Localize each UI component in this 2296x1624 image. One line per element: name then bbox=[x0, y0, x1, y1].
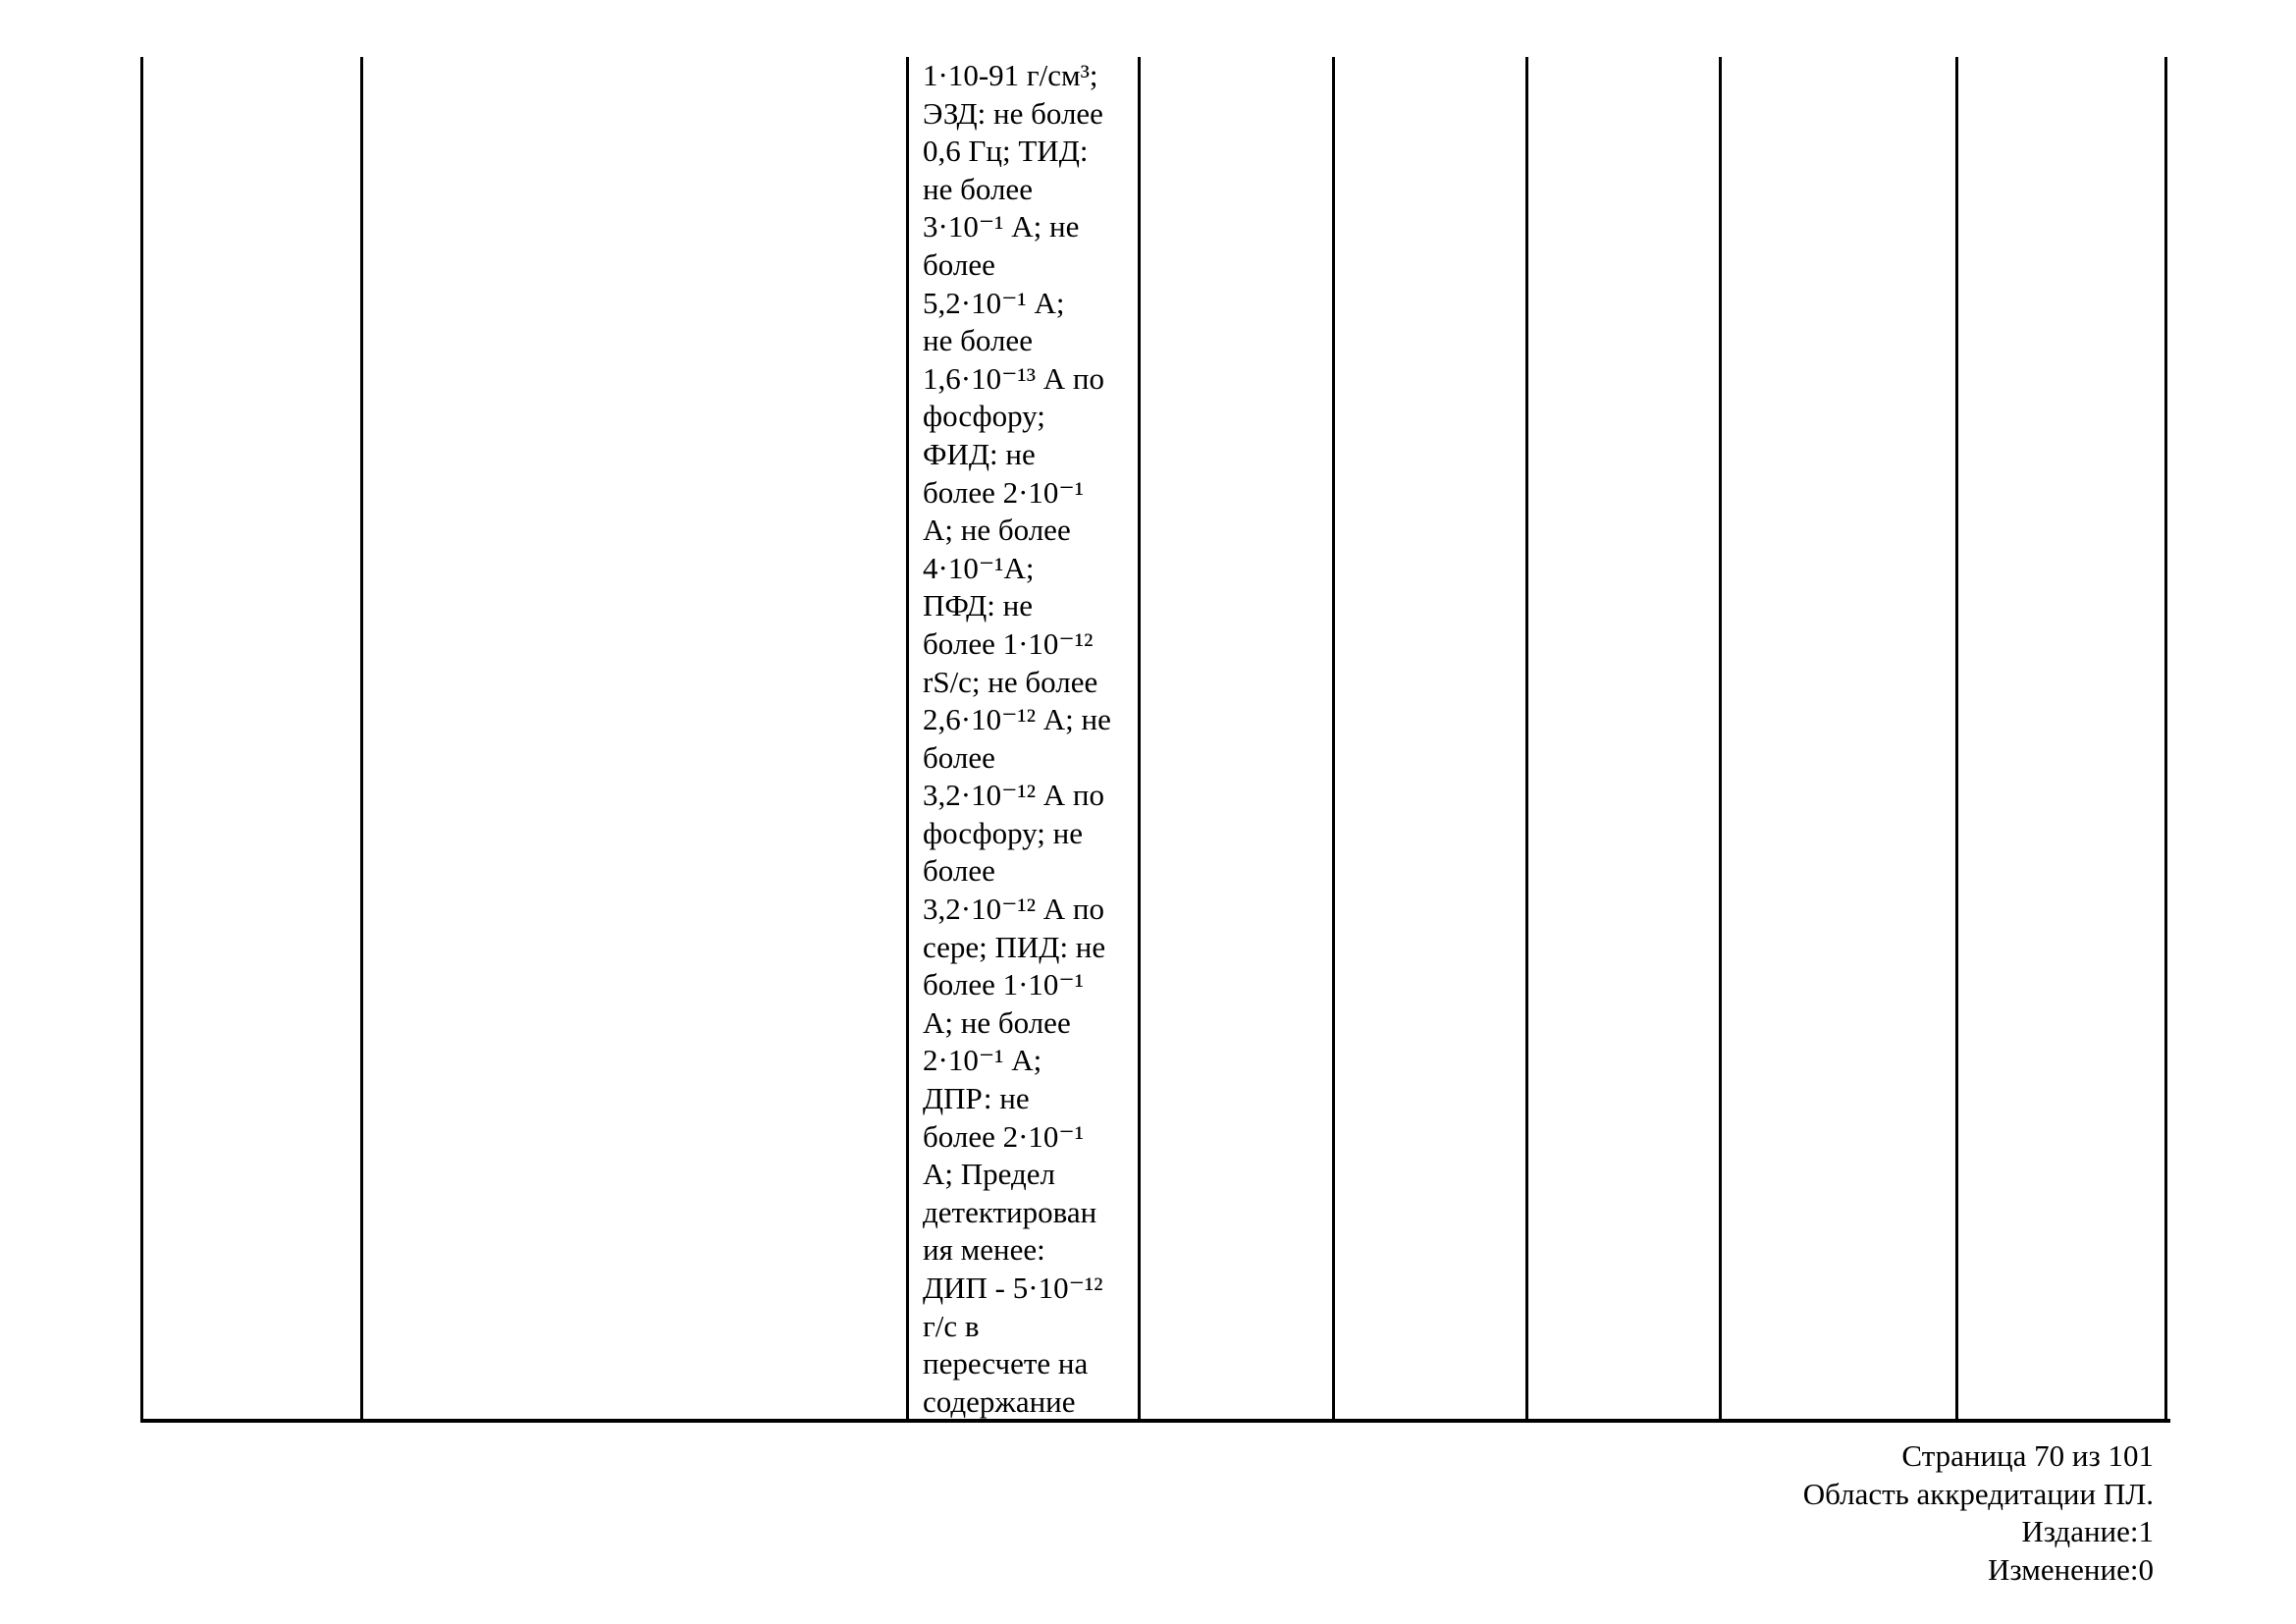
cell-text-line: ЭЗД: не более bbox=[923, 95, 1103, 131]
cell-text-line: А; Предел bbox=[923, 1157, 1055, 1192]
column-divider-7 bbox=[1955, 57, 1958, 1423]
cell-text-line: 0,6 Гц; ТИД: bbox=[923, 134, 1089, 169]
column-divider-6 bbox=[1719, 57, 1722, 1423]
accreditation-table bbox=[140, 57, 2167, 1423]
table-border-right bbox=[2164, 57, 2167, 1423]
page-number: Страница 70 из 101 bbox=[1901, 1438, 2154, 1473]
cell-text-line: ПФД: не bbox=[923, 588, 1034, 623]
cell-text-line: более bbox=[923, 853, 995, 889]
cell-text-line: фосфору; bbox=[923, 399, 1045, 434]
cell-text-line: пересчете на bbox=[923, 1346, 1089, 1381]
cell-text-line: более 1·10⁻¹ bbox=[923, 967, 1085, 1002]
accreditation-scope-label: Область аккредитации ПЛ. bbox=[1802, 1476, 2154, 1511]
cell-text-line: не более bbox=[923, 171, 1033, 206]
cell-text-line: сере; ПИД: не bbox=[923, 929, 1106, 964]
cell-text-line: детектирован bbox=[923, 1194, 1097, 1229]
cell-text-line: 1,6·10⁻¹³ А по bbox=[923, 360, 1105, 396]
table-cell-characteristics bbox=[923, 57, 1141, 1421]
cell-text-line: более 1·10⁻¹² bbox=[923, 625, 1094, 661]
cell-text-line: более 2·10⁻¹ bbox=[923, 1118, 1085, 1154]
cell-text-line: А; не более bbox=[923, 1004, 1071, 1040]
cell-text-line: 3·10⁻¹ А; не bbox=[923, 209, 1080, 244]
cell-text-line: 2,6·10⁻¹² А; не bbox=[923, 702, 1111, 737]
cell-text-line: ДИП - 5·10⁻¹² bbox=[923, 1271, 1103, 1305]
table-border-left bbox=[140, 57, 143, 1423]
cell-text-line: более 2·10⁻¹ bbox=[923, 474, 1085, 510]
table-border-bottom bbox=[140, 1419, 2170, 1423]
cell-text-line: А; не более bbox=[923, 513, 1071, 548]
column-divider-5 bbox=[1525, 57, 1528, 1423]
cell-text-line: ия менее: bbox=[923, 1232, 1045, 1268]
column-divider-4 bbox=[1332, 57, 1335, 1423]
cell-text-line: более bbox=[923, 246, 995, 282]
cell-text-line: 3,2·10⁻¹² А по bbox=[923, 892, 1105, 927]
cell-text-line: фосфору; не bbox=[923, 815, 1083, 850]
cell-text-line: не более bbox=[923, 323, 1033, 358]
cell-text-line: 4·10⁻¹А; bbox=[923, 550, 1035, 585]
page-footer bbox=[1803, 1437, 2154, 1589]
cell-text-line: более bbox=[923, 739, 995, 775]
cell-text-line: 5,2·10⁻¹ А; bbox=[923, 285, 1065, 320]
cell-text-line: ФИД: не bbox=[923, 436, 1036, 471]
cell-text-line: rS/c; не более bbox=[923, 664, 1098, 699]
cell-text-line: 2·10⁻¹ А; bbox=[923, 1043, 1042, 1078]
cell-text-line: г/с в bbox=[923, 1308, 980, 1343]
edition-label: Издание:1 bbox=[2021, 1514, 2154, 1548]
column-divider-1 bbox=[360, 57, 363, 1423]
cell-text-line: ДПР: не bbox=[923, 1081, 1030, 1116]
column-divider-2 bbox=[906, 57, 909, 1423]
change-label: Изменение:0 bbox=[1988, 1551, 2154, 1587]
cell-text-line: содержание bbox=[923, 1383, 1076, 1419]
cell-text-line: 1·10-91 г/см³; bbox=[923, 58, 1098, 92]
cell-text-line: 3,2·10⁻¹² А по bbox=[923, 778, 1105, 813]
